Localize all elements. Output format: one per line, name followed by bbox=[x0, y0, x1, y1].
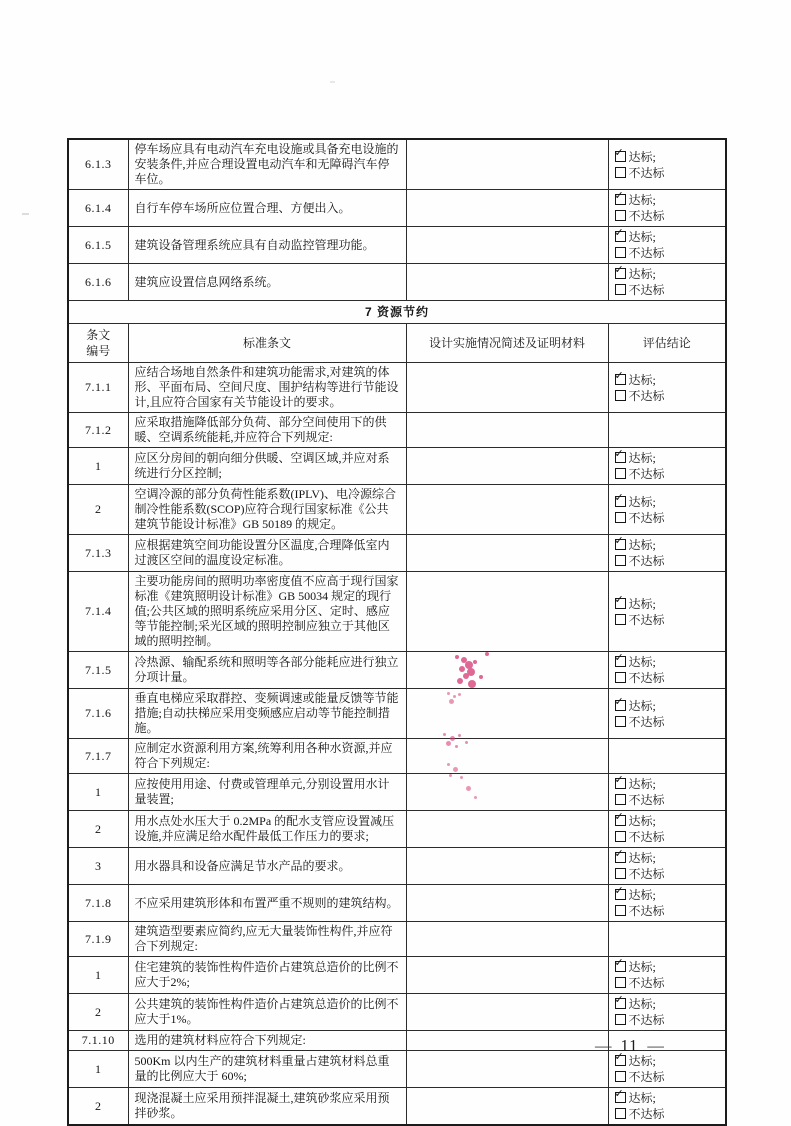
scan-speck bbox=[22, 213, 29, 215]
conclusion-option-pass: ✓ 达标; bbox=[614, 263, 656, 281]
checkbox-checked-icon bbox=[614, 447, 626, 463]
evaluation-table bbox=[67, 138, 727, 1126]
conclusion-option-pass: ✓ 达标; bbox=[614, 1087, 656, 1105]
conclusion-cell bbox=[608, 190, 726, 227]
checkbox-unchecked-icon bbox=[615, 794, 626, 805]
clause-number: 7.1.4 bbox=[68, 572, 128, 652]
check-mark-icon: ✓ bbox=[614, 651, 624, 664]
clause-text: 应按使用用途、付费或管理单元,分别设置用水计量装置; bbox=[128, 774, 406, 811]
clause-number: 7.1.8 bbox=[68, 885, 128, 922]
check-mark-icon: ✓ bbox=[614, 773, 624, 786]
checkbox-checked-icon bbox=[614, 847, 626, 863]
conclusion-option-pass: ✓ 达标; bbox=[614, 810, 656, 828]
conclusion-option-fail: 不达标 bbox=[615, 1069, 723, 1085]
conclusion-option-pass: ✓ 达标; bbox=[614, 189, 656, 207]
table-row bbox=[68, 190, 726, 227]
clause-text: 住宅建筑的装饰性构件造价占建筑总造价的比例不应大于2%; bbox=[128, 957, 406, 994]
evidence-cell bbox=[406, 994, 608, 1031]
check-mark-icon: ✓ bbox=[614, 145, 624, 159]
clause-text: 500Km 以内生产的建筑材料重量占建筑材料总重量的比例应大于 60%; bbox=[128, 1051, 406, 1088]
table-row bbox=[68, 811, 726, 848]
checkbox-checked-icon bbox=[614, 592, 626, 609]
conclusion-option-pass: ✓ 达标; bbox=[614, 226, 656, 244]
conclusion-option-pass: ✓ 达标; bbox=[614, 534, 656, 552]
check-mark-icon: ✓ bbox=[614, 956, 624, 969]
conclusion-cell bbox=[608, 1051, 726, 1088]
clause-number: 2 bbox=[68, 485, 128, 535]
conclusion-cell bbox=[608, 652, 726, 689]
check-mark-icon: ✓ bbox=[614, 993, 624, 1006]
conclusion-cell bbox=[608, 485, 726, 535]
conclusion-option-fail: 不达标 bbox=[615, 670, 723, 686]
pink-ink-mark bbox=[443, 733, 446, 736]
column-header: 设计实施情况简述及证明材料 bbox=[406, 324, 608, 363]
clause-text: 应制定水资源利用方案,统筹利用各种水资源,并应符合下列规定: bbox=[128, 739, 406, 774]
check-mark-icon: ✓ bbox=[614, 189, 624, 202]
column-header: 条文 编号 bbox=[68, 324, 128, 363]
evidence-cell bbox=[406, 448, 608, 485]
table-row bbox=[68, 957, 726, 994]
page-number: 11 bbox=[620, 1036, 639, 1055]
check-mark-icon: ✓ bbox=[614, 368, 624, 382]
checkbox-checked-icon bbox=[614, 490, 626, 507]
evidence-cell bbox=[406, 885, 608, 922]
evidence-cell bbox=[406, 848, 608, 885]
check-mark-icon: ✓ bbox=[614, 1087, 624, 1100]
clause-number: 7.1.6 bbox=[68, 689, 128, 739]
pink-ink-mark bbox=[447, 763, 450, 766]
clause-text: 停车场应具有电动汽车充电设施或具备充电设施的安装条件,并应合理设置电动汽车和无障碍汽车停车位。 bbox=[128, 139, 406, 190]
clause-number: 3 bbox=[68, 848, 128, 885]
clause-text: 公共建筑的装饰性构件造价占建筑总造价的比例不应大于1%。 bbox=[128, 994, 406, 1031]
checkbox-unchecked-icon bbox=[615, 1014, 626, 1025]
table-row bbox=[68, 739, 726, 774]
clause-number: 7.1.5 bbox=[68, 652, 128, 689]
checkbox-unchecked-icon bbox=[615, 284, 626, 295]
conclusion-option-pass: ✓ 达标; bbox=[614, 847, 656, 865]
section-header-row bbox=[68, 301, 726, 324]
conclusion-option-fail: 不达标 bbox=[615, 282, 723, 298]
clause-number: 6.1.6 bbox=[68, 264, 128, 301]
checkbox-checked-icon bbox=[614, 145, 626, 162]
clause-number: 6.1.3 bbox=[68, 139, 128, 190]
table-row bbox=[68, 848, 726, 885]
table-row bbox=[68, 922, 726, 957]
checkbox-unchecked-icon bbox=[615, 468, 626, 479]
conclusion-option-pass: ✓ 达标; bbox=[614, 368, 656, 387]
evidence-cell bbox=[406, 572, 608, 652]
checkbox-checked-icon bbox=[614, 810, 626, 826]
conclusion-cell bbox=[608, 572, 726, 652]
evidence-cell bbox=[406, 957, 608, 994]
evidence-cell bbox=[406, 1088, 608, 1126]
conclusion-option-fail: 不达标 bbox=[615, 714, 723, 730]
conclusion-option-fail: 不达标 bbox=[615, 553, 723, 569]
conclusion-cell bbox=[608, 811, 726, 848]
conclusion-cell bbox=[608, 848, 726, 885]
table-row bbox=[68, 535, 726, 572]
clause-number: 7.1.7 bbox=[68, 739, 128, 774]
conclusion-option-fail: 不达标 bbox=[615, 792, 723, 808]
clause-number: 7.1.1 bbox=[68, 363, 128, 413]
conclusion-option-fail: 不达标 bbox=[615, 245, 723, 261]
conclusion-cell bbox=[608, 922, 726, 957]
checkbox-unchecked-icon bbox=[615, 247, 626, 258]
check-mark-icon: ✓ bbox=[614, 490, 624, 504]
checkbox-unchecked-icon bbox=[615, 555, 626, 566]
clause-text: 垂直电梯应采取群控、变频调速或能量反馈等节能措施;自动扶梯应采用变频感应启动等节能控制措施。 bbox=[128, 689, 406, 739]
evidence-cell bbox=[406, 774, 608, 811]
evidence-cell bbox=[406, 1031, 608, 1051]
checkbox-checked-icon bbox=[614, 189, 626, 205]
table-row bbox=[68, 413, 726, 448]
evidence-cell bbox=[406, 227, 608, 264]
conclusion-cell bbox=[608, 1088, 726, 1126]
conclusion-cell bbox=[608, 957, 726, 994]
evidence-cell bbox=[406, 652, 608, 689]
checkbox-unchecked-icon bbox=[615, 210, 626, 221]
clause-number: 7.1.2 bbox=[68, 413, 128, 448]
evidence-cell bbox=[406, 485, 608, 535]
clause-text: 建筑造型要素应简约,应无大量装饰性构件,并应符合下列规定: bbox=[128, 922, 406, 957]
conclusion-option-pass: ✓ 达标; bbox=[614, 592, 656, 611]
table-row bbox=[68, 994, 726, 1031]
checkbox-checked-icon bbox=[614, 1087, 626, 1103]
clause-text: 选用的建筑材料应符合下列规定: bbox=[128, 1031, 406, 1051]
conclusion-option-fail: 不达标 bbox=[615, 208, 723, 224]
conclusion-cell bbox=[608, 689, 726, 739]
table-row bbox=[68, 227, 726, 264]
clause-text: 应结合场地自然条件和建筑功能需求,对建筑的体形、平面布局、空间尺度、围护结构等进行节能设计,且应符合国家有关节能设计的要求。 bbox=[128, 363, 406, 413]
conclusion-cell bbox=[608, 994, 726, 1031]
column-header: 评估结论 bbox=[608, 324, 726, 363]
evidence-cell bbox=[406, 535, 608, 572]
checkbox-unchecked-icon bbox=[615, 390, 626, 401]
conclusion-cell bbox=[608, 448, 726, 485]
clause-number: 6.1.4 bbox=[68, 190, 128, 227]
checkbox-unchecked-icon bbox=[615, 1071, 626, 1082]
checkbox-unchecked-icon bbox=[615, 977, 626, 988]
clause-number: 2 bbox=[68, 811, 128, 848]
checkbox-checked-icon bbox=[614, 694, 626, 711]
conclusion-cell bbox=[608, 774, 726, 811]
checkbox-checked-icon bbox=[614, 226, 626, 242]
standards-table-body bbox=[68, 139, 726, 1125]
conclusion-option-pass: ✓ 达标; bbox=[614, 773, 656, 791]
checkbox-unchecked-icon bbox=[615, 167, 626, 178]
clause-number: 1 bbox=[68, 1051, 128, 1088]
clause-text: 应区分房间的朝向细分供暖、空调区域,并应对系统进行分区控制; bbox=[128, 448, 406, 485]
clause-text: 自行车停车场所应位置合理、方便出入。 bbox=[128, 190, 406, 227]
conclusion-option-fail: 不达标 bbox=[615, 1012, 723, 1028]
table-row bbox=[68, 264, 726, 301]
scan-speck bbox=[330, 81, 335, 83]
checkbox-unchecked-icon bbox=[615, 905, 626, 916]
checkbox-checked-icon bbox=[614, 993, 626, 1009]
check-mark-icon: ✓ bbox=[614, 810, 624, 823]
clause-number: 1 bbox=[68, 448, 128, 485]
conclusion-option-pass: ✓ 达标; bbox=[614, 490, 656, 509]
column-header-row bbox=[68, 324, 726, 363]
table-row bbox=[68, 363, 726, 413]
checkbox-unchecked-icon bbox=[615, 831, 626, 842]
evidence-cell bbox=[406, 922, 608, 957]
conclusion-option-fail: 不达标 bbox=[615, 866, 723, 882]
conclusion-cell bbox=[608, 363, 726, 413]
pink-ink-mark bbox=[447, 692, 450, 695]
conclusion-option-pass: ✓ 达标; bbox=[614, 1050, 656, 1068]
conclusion-option-fail: 不达标 bbox=[615, 1106, 723, 1122]
conclusion-option-fail: 不达标 bbox=[615, 975, 723, 991]
checkbox-checked-icon bbox=[614, 956, 626, 972]
table-row bbox=[68, 485, 726, 535]
conclusion-option-fail: 不达标 bbox=[615, 165, 723, 181]
conclusion-option-pass: ✓ 达标; bbox=[614, 884, 656, 902]
clause-text: 用水点处水压大于 0.2MPa 的配水支管应设置减压设施,并应满足给水配件最低工作压力的要求; bbox=[128, 811, 406, 848]
checkbox-checked-icon bbox=[614, 368, 626, 385]
clause-number: 2 bbox=[68, 1088, 128, 1126]
clause-text: 建筑设备管理系统应具有自动监控管理功能。 bbox=[128, 227, 406, 264]
clause-number: 2 bbox=[68, 994, 128, 1031]
conclusion-cell bbox=[608, 535, 726, 572]
check-mark-icon: ✓ bbox=[614, 447, 624, 460]
check-mark-icon: ✓ bbox=[614, 847, 624, 860]
check-mark-icon: ✓ bbox=[614, 592, 624, 606]
table-row bbox=[68, 652, 726, 689]
clause-number: 7.1.9 bbox=[68, 922, 128, 957]
conclusion-cell bbox=[608, 139, 726, 190]
checkbox-unchecked-icon bbox=[615, 868, 626, 879]
table-row bbox=[68, 689, 726, 739]
pink-ink-mark bbox=[455, 655, 459, 659]
checkbox-unchecked-icon bbox=[615, 512, 626, 523]
checkbox-checked-icon bbox=[614, 534, 626, 550]
conclusion-option-pass: ✓ 达标; bbox=[614, 651, 656, 669]
conclusion-option-pass: ✓ 达标; bbox=[614, 956, 656, 974]
table-row bbox=[68, 1088, 726, 1126]
conclusion-option-fail: 不达标 bbox=[615, 388, 723, 404]
table-row bbox=[68, 774, 726, 811]
clause-number: 7.1.3 bbox=[68, 535, 128, 572]
evidence-cell bbox=[406, 190, 608, 227]
page-footer bbox=[595, 1036, 664, 1056]
checkbox-unchecked-icon bbox=[615, 716, 626, 727]
clause-text: 应根据建筑空间功能设置分区温度,合理降低室内过渡区空间的温度设定标准。 bbox=[128, 535, 406, 572]
check-mark-icon: ✓ bbox=[614, 884, 624, 897]
check-mark-icon: ✓ bbox=[614, 694, 624, 708]
clause-text: 用水器具和设备应满足节水产品的要求。 bbox=[128, 848, 406, 885]
checkbox-checked-icon bbox=[614, 773, 626, 789]
checkbox-unchecked-icon bbox=[615, 614, 626, 625]
conclusion-option-pass: ✓ 达标; bbox=[614, 447, 656, 465]
clause-number: 1 bbox=[68, 774, 128, 811]
conclusion-cell bbox=[608, 413, 726, 448]
clause-text: 空调冷源的部分负荷性能系数(IPLV)、电冷源综合制冷性能系数(SCOP)应符合现行国家标准《公共建筑节能设计标准》GB 50189 的规定。 bbox=[128, 485, 406, 535]
checkbox-checked-icon bbox=[614, 1050, 626, 1066]
clause-number: 7.1.10 bbox=[68, 1031, 128, 1051]
evidence-cell bbox=[406, 1051, 608, 1088]
section-title: 7 资源节约 bbox=[68, 301, 726, 324]
evidence-cell bbox=[406, 739, 608, 774]
clause-number: 6.1.5 bbox=[68, 227, 128, 264]
footer-dash-left: — bbox=[595, 1036, 612, 1055]
clause-text: 不应采用建筑形体和布置严重不规则的建筑结构。 bbox=[128, 885, 406, 922]
conclusion-option-fail: 不达标 bbox=[615, 466, 723, 482]
checkbox-unchecked-icon bbox=[615, 672, 626, 683]
conclusion-cell bbox=[608, 264, 726, 301]
footer-dash-right: — bbox=[647, 1036, 664, 1055]
conclusion-option-pass: ✓ 达标; bbox=[614, 145, 656, 164]
checkbox-checked-icon bbox=[614, 651, 626, 667]
evidence-cell bbox=[406, 413, 608, 448]
evidence-cell bbox=[406, 811, 608, 848]
table-row bbox=[68, 885, 726, 922]
check-mark-icon: ✓ bbox=[614, 263, 624, 276]
checkbox-checked-icon bbox=[614, 884, 626, 900]
clause-text: 主要功能房间的照明功率密度值不应高于现行国家标准《建筑照明设计标准》GB 50034 规定的现行值;公共区域的照明系统应采用分区、定时、感应等节能控制;采光区域的照明控制应独立于其他区域的照明控制。 bbox=[128, 572, 406, 652]
conclusion-option-fail: 不达标 bbox=[615, 612, 723, 628]
conclusion-cell bbox=[608, 739, 726, 774]
clause-text: 现浇混凝土应采用预拌混凝土,建筑砂浆应采用预拌砂浆。 bbox=[128, 1088, 406, 1126]
table-row bbox=[68, 448, 726, 485]
evidence-cell bbox=[406, 363, 608, 413]
conclusion-cell bbox=[608, 227, 726, 264]
table-row bbox=[68, 139, 726, 190]
checkbox-unchecked-icon bbox=[615, 1108, 626, 1119]
conclusion-option-pass: ✓ 达标; bbox=[614, 993, 656, 1011]
check-mark-icon: ✓ bbox=[614, 226, 624, 239]
table-row bbox=[68, 572, 726, 652]
check-mark-icon: ✓ bbox=[614, 1050, 624, 1063]
clause-text: 应采取措施降低部分负荷、部分空间使用下的供暖、空调系统能耗,并应符合下列规定: bbox=[128, 413, 406, 448]
column-header: 标准条文 bbox=[128, 324, 406, 363]
conclusion-option-fail: 不达标 bbox=[615, 829, 723, 845]
evidence-cell bbox=[406, 689, 608, 739]
conclusion-option-fail: 不达标 bbox=[615, 510, 723, 526]
conclusion-cell bbox=[608, 885, 726, 922]
clause-text: 冷热源、输配系统和照明等各部分能耗应进行独立分项计量。 bbox=[128, 652, 406, 689]
table-row bbox=[68, 1051, 726, 1088]
evidence-cell bbox=[406, 264, 608, 301]
conclusion-option-fail: 不达标 bbox=[615, 903, 723, 919]
check-mark-icon: ✓ bbox=[614, 534, 624, 547]
conclusion-option-pass: ✓ 达标; bbox=[614, 694, 656, 713]
checkbox-checked-icon bbox=[614, 263, 626, 279]
clause-text: 建筑应设置信息网络系统。 bbox=[128, 264, 406, 301]
evidence-cell bbox=[406, 139, 608, 190]
clause-number: 1 bbox=[68, 957, 128, 994]
